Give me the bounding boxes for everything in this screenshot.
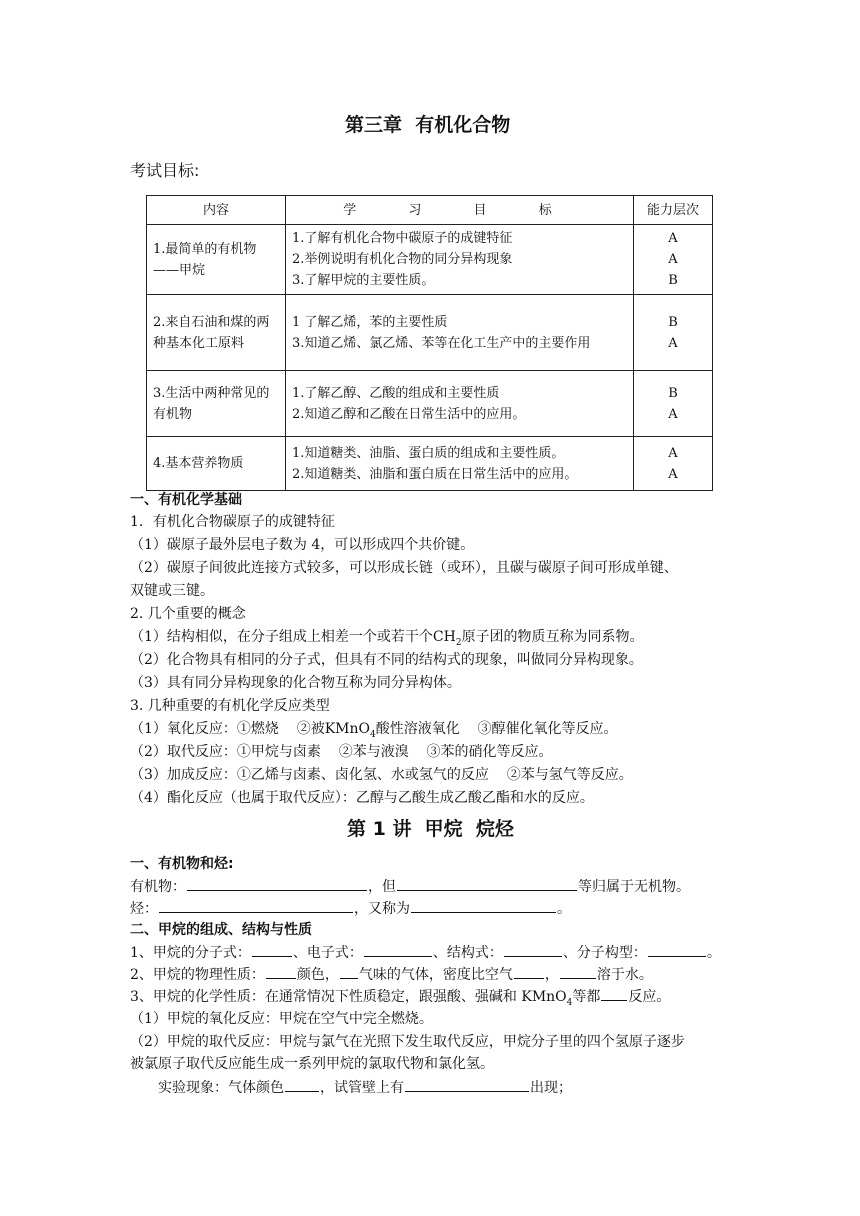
text: 反应。 [628,989,671,1005]
row-content: 2.来自石油和煤的两种基本化工原料 [147,295,286,371]
paragraph: （2）取代反应：①甲烷与卤素 ②苯与液溴 ③苯的硝化等反应。 [130,744,553,760]
text: 2、甲烷的物理性质： [130,967,265,983]
table-row [147,225,713,295]
text: 。 [557,901,571,917]
text: 等都 [572,989,601,1005]
blank-field[interactable] [397,875,577,891]
row-levels [634,371,713,437]
row-levels [634,225,713,295]
blank-field[interactable] [514,963,544,979]
fill-in-line [130,897,571,920]
table-row [147,437,713,491]
paragraph: （3）具有同分异构现象的化合物互称为同分异构体。 [130,675,461,691]
blank-field[interactable] [364,941,432,957]
level-item: A [668,335,678,351]
text: 颜色， [296,967,339,983]
level-item: A [668,445,678,461]
subscript: 4 [370,729,376,740]
goal-item: 3.知道乙烯、氯乙烯、苯等在化工生产中的主要作用 [292,335,591,351]
level-item: A [668,252,678,267]
goal-item: 2.知道糖类、油脂和蛋白质在日常生活中的应用。 [292,466,578,482]
paragraph: 3. 几种重要的有机化学反应类型 [130,698,330,714]
blank-field[interactable] [285,1076,319,1092]
row-content: 4.基本营养物质 [147,437,286,491]
goal-item: 1.了解有机化合物中碳原子的成键特征 [292,231,513,246]
paragraph: （2）化合物具有相同的分子式，但具有不同的结构式的现象，叫做同分异构现象。 [130,652,643,668]
level-item: B [668,314,678,330]
goal-item: 2.知道乙醇和乙酸在日常生活中的应用。 [292,406,526,422]
paragraph: 2. 几个重要的概念 [130,606,246,622]
text: 气味的气体，密度比空气 [358,967,513,983]
goal-item: 1.知道糖类、油脂、蛋白质的组成和主要性质。 [292,445,565,461]
goal-item: 3.了解甲烷的主要性质。 [292,273,435,288]
text: （1）氧化反应：①燃烧 ②被KMnO [130,721,370,737]
text: 有机物： [130,879,186,895]
blank-field[interactable] [252,941,292,957]
level-item: B [668,385,678,401]
text: 出现； [530,1080,572,1096]
fill-in-line [130,963,653,986]
blank-field[interactable] [504,941,562,957]
blank-field[interactable] [560,963,596,979]
exam-goals-table [146,195,713,491]
level-item: B [668,273,678,288]
paragraph: （4）酯化反应（也属于取代反应）：乙醇与乙酸生成乙酸乙酯和水的反应。 [130,790,594,806]
paragraph: （1）碳原子最外层电子数为 4，可以形成四个共价键。 [130,537,475,553]
row-levels [634,437,713,491]
row-goals [286,225,634,295]
paragraph: 双键或三键。 [130,583,214,599]
chapter-title: 第三章 有机化合物 [345,114,511,136]
goal-item: 2.举例说明有机化合物的同分异构现象 [292,252,513,267]
text: 1、甲烷的分子式： [130,945,251,961]
text: ，又称为 [354,901,410,917]
row-levels [634,295,713,371]
paragraph: （2）甲烷的取代反应：甲烷与氯气在光照下发生取代反应，甲烷分子里的四个氢原子逐步 [130,1034,685,1050]
row-goals [286,371,634,437]
text: 实验现象：气体颜色 [158,1080,284,1096]
text: ，但 [368,879,396,895]
blank-field[interactable] [405,1076,529,1092]
table-header-goals: 学 习 目 标 [286,196,634,225]
row-goals [286,295,634,371]
text: 、结构式： [432,945,503,961]
level-item: A [668,231,678,246]
text: ，试管壁上有 [320,1080,404,1096]
table-header-level: 能力层次 [634,196,713,225]
blank-field[interactable] [601,985,627,1001]
text: 原子团的物质互称为同系物。 [461,629,644,645]
table-row [147,295,713,371]
blank-field[interactable] [340,963,358,979]
paragraph: 1．有机化合物碳原子的成键特征 [130,514,335,530]
level-item: A [668,466,678,482]
goal-item: 1 了解乙烯，苯的主要性质 [292,314,448,330]
table-header-content: 内容 [147,196,286,225]
text: （1）结构相似，在分子组成上相差一个或若干个CH [130,629,456,645]
text: 、分子构型： [562,945,647,961]
exam-goals-label: 考试目标: [130,161,200,180]
row-content: 3.生活中两种常见的有机物 [147,371,286,437]
row-content: 1.最简单的有机物——甲烷 [147,225,286,295]
text: 。 [706,945,721,961]
fill-in-line [158,1076,572,1099]
text: 、电子式： [292,945,363,961]
section-heading: 一、有机物和烃: [130,856,234,872]
text: 3、甲烷的化学性质：在通常情况下性质稳定，跟强酸、强碱和 KMnO [130,989,567,1005]
lecture-title: 第 1 讲 甲烷 烷烃 [347,818,514,840]
subscript: 4 [566,997,573,1008]
blank-field[interactable] [159,897,353,913]
paragraph: 被氯原子取代反应能生成一系列甲烷的氯取代物和氯化氢。 [130,1056,494,1072]
paragraph: （1）甲烷的氧化反应：甲烷在空气中完全燃烧。 [130,1011,433,1027]
goal-item: 1.了解乙醇、乙酸的组成和主要性质 [292,385,500,401]
blank-field[interactable] [648,941,706,957]
table-row [147,371,713,437]
paragraph: （3）加成反应：①乙烯与卤素、卤化氢、水或氢气的反应 ②苯与氢气等反应。 [130,767,633,783]
text: 烃： [130,901,158,917]
table-header-row [147,196,713,225]
blank-field[interactable] [411,897,556,913]
row-goals [286,437,634,491]
text: ， [544,967,559,983]
text: 酸性溶液氧化 ③醇催化氧化等反应。 [375,721,618,737]
section-heading: 二、甲烷的组成、结构与性质 [130,922,312,938]
blank-field[interactable] [187,875,367,891]
section-heading: 一、有机化学基础 [130,492,242,508]
level-item: A [668,406,678,422]
fill-in-line [130,875,690,898]
text: 等归属于无机物。 [578,879,690,895]
fill-in-line [130,941,721,964]
subscript: 2 [455,637,462,648]
paragraph: （2）碳原子间彼此连接方式较多，可以形成长链（或环），且碳与碳原子间可形成单键、 [130,560,678,576]
text: 溶于水。 [596,967,653,983]
blank-field[interactable] [266,963,296,979]
